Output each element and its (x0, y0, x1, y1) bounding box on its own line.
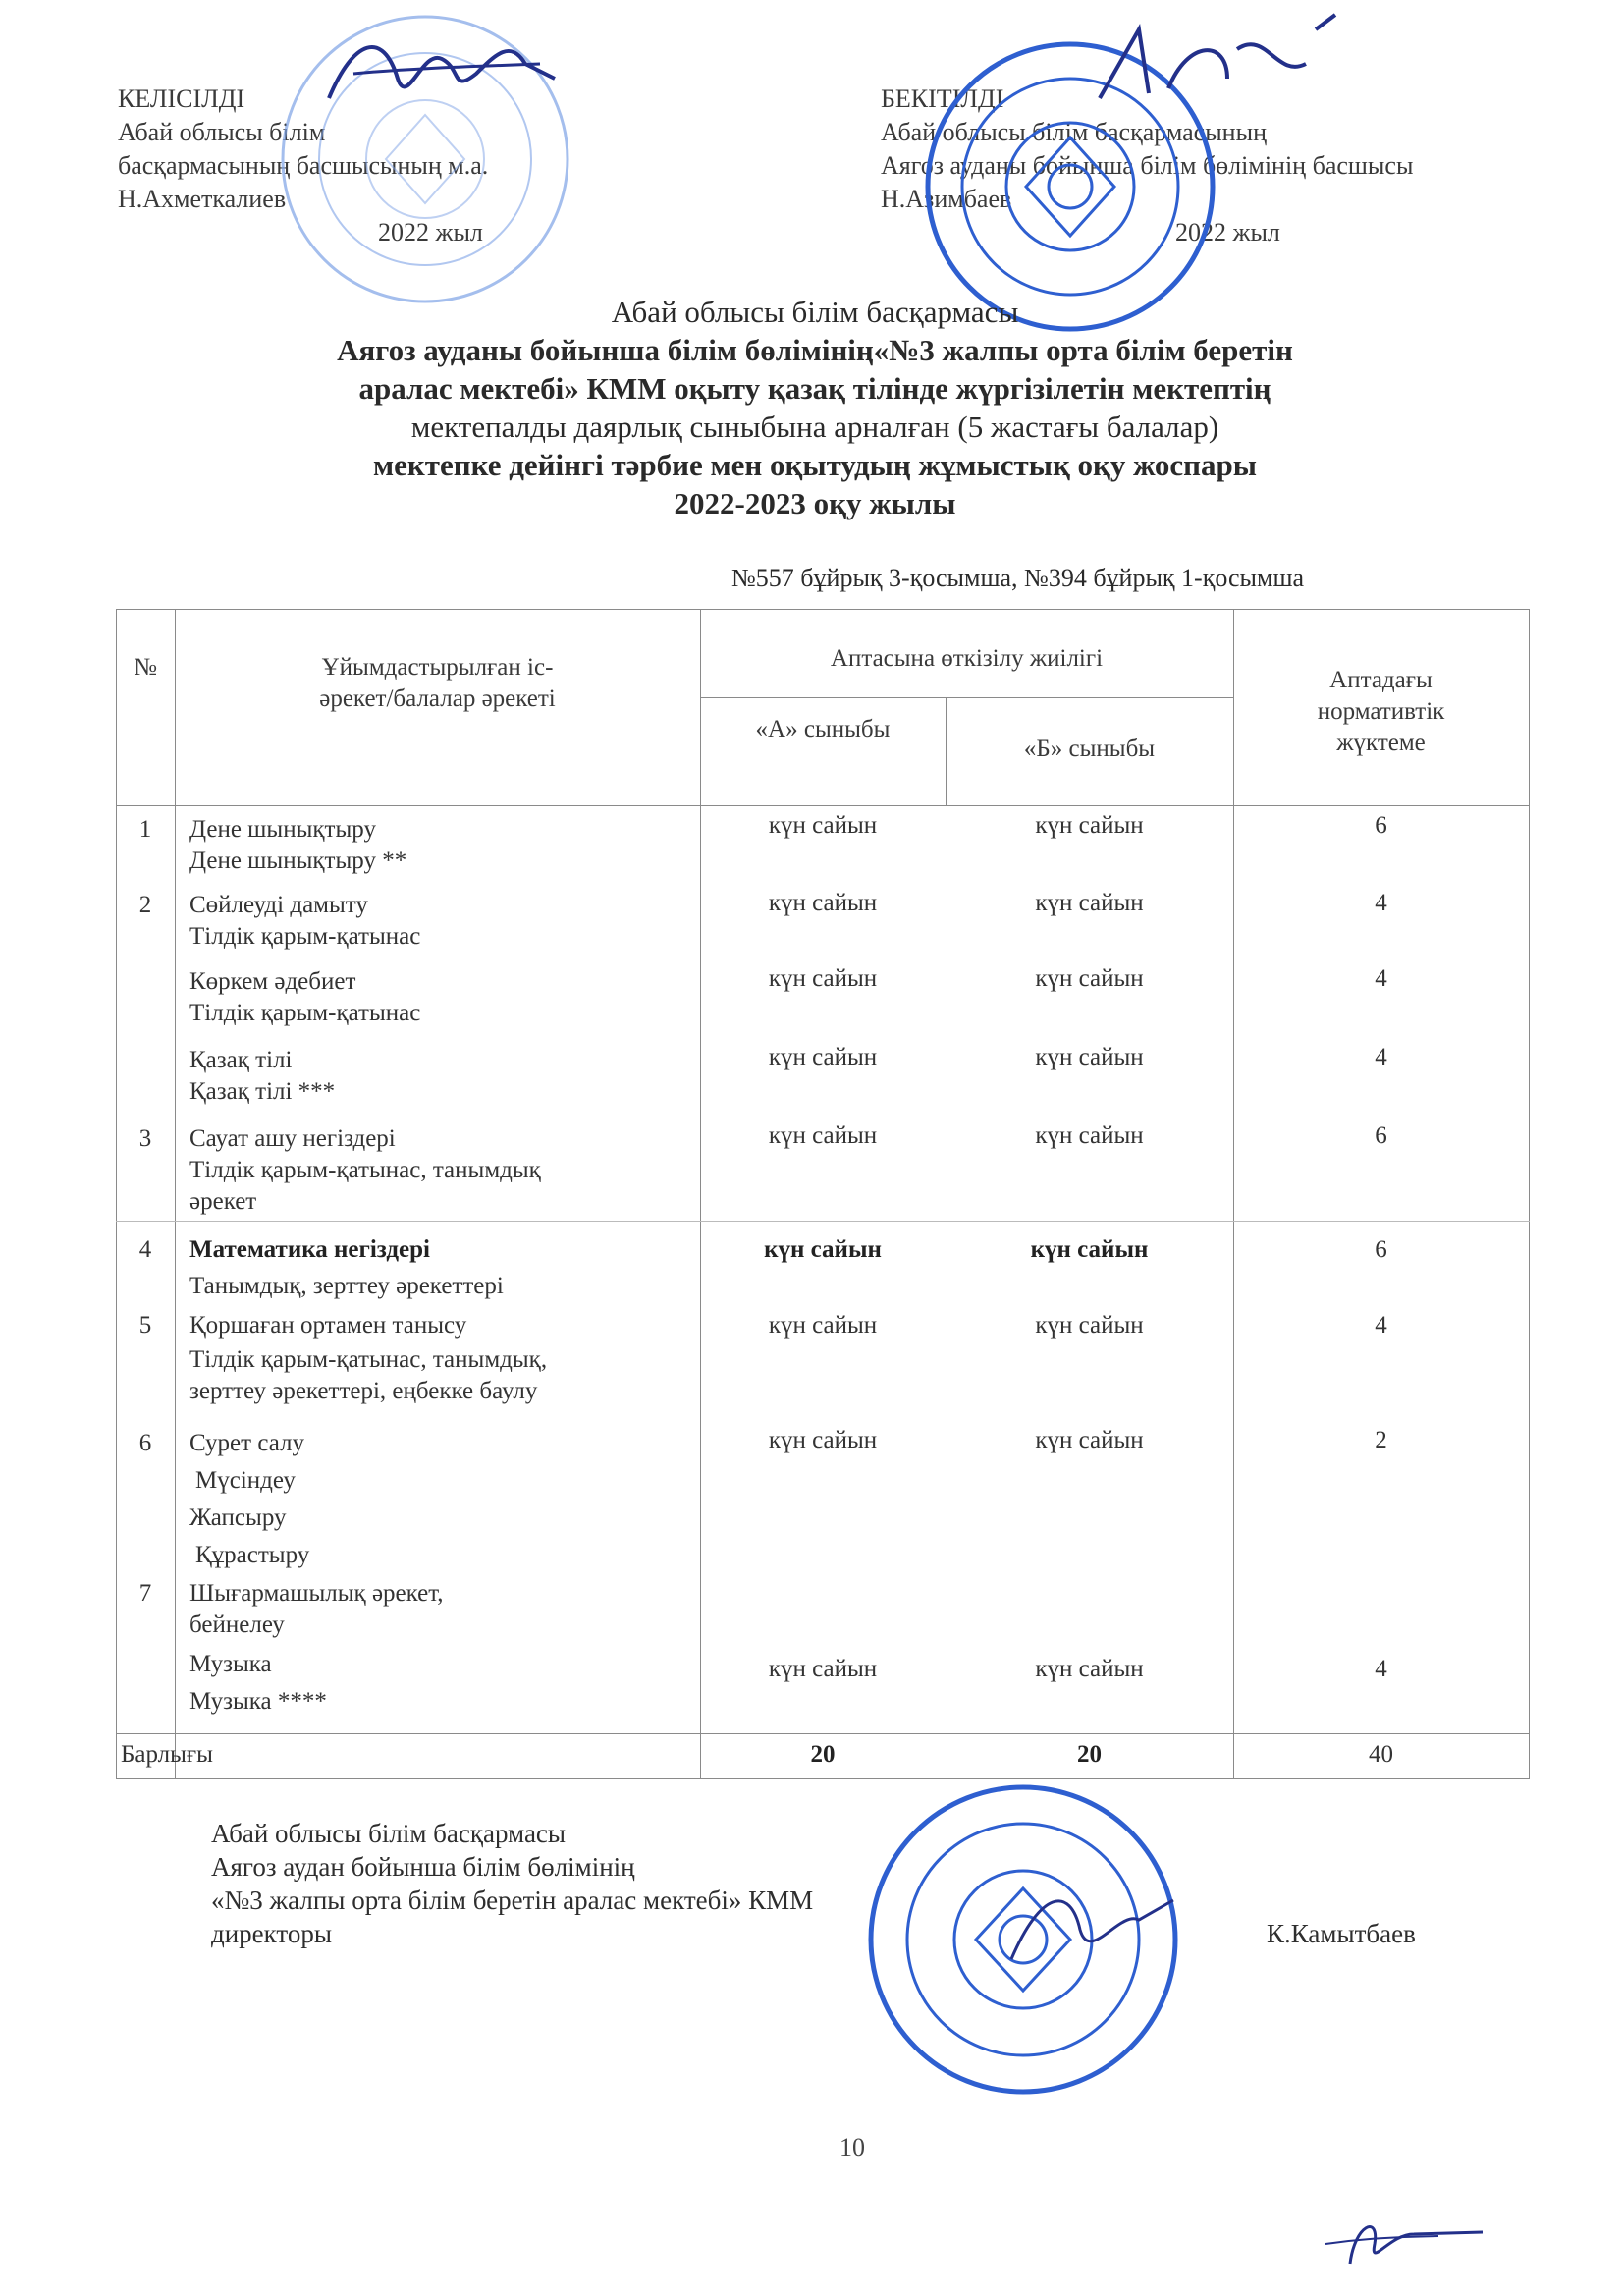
row-2-num: 2 (138, 892, 152, 918)
row-1-class-a: күн сайын (768, 812, 878, 839)
row-2c-name: Қазақ тілі (189, 1047, 293, 1073)
row-6-load: 2 (1375, 1427, 1387, 1453)
row-6-sub3: Құрастыру (195, 1542, 310, 1568)
table-divider-num (175, 609, 176, 1779)
agree-line-1: Абай облысы білім (118, 118, 326, 146)
order-note: №557 бұйрық 3-қосымша, №394 бұйрық 1-қосымша (731, 564, 1305, 592)
table-divider-load (1233, 609, 1234, 1779)
row-2b-sub: Тілдік қарым-қатынас (189, 1000, 421, 1026)
row-7-name: Шығармашылық әрекет, (189, 1580, 444, 1607)
approve-heading: БЕКІТІЛДІ (881, 84, 1004, 113)
footer-line-4: директоры (211, 1919, 333, 1948)
agree-date: 2022 жыл (378, 218, 483, 246)
row-6-sub2: Жапсыру (189, 1504, 287, 1531)
row-2b-load: 4 (1375, 965, 1387, 992)
row-2c-load: 4 (1375, 1044, 1387, 1070)
row-7-name-2: бейнелеу (189, 1612, 285, 1638)
footer-signature (992, 1871, 1188, 1979)
row-2b-class-a: күн сайын (768, 965, 878, 992)
row-3-class-b: күн сайын (1035, 1122, 1144, 1149)
row-3-num: 3 (138, 1125, 152, 1152)
row-2-class-b: күн сайын (1035, 890, 1144, 916)
total-label: Барлығы (121, 1741, 213, 1768)
row-2-sub: Тілдік қарым-қатынас (189, 923, 421, 950)
row-2-class-a: күн сайын (768, 890, 878, 916)
total-class-a: 20 (810, 1741, 836, 1768)
header-class-a: «А» сыныбы (755, 716, 891, 742)
row-1-name: Дене шынықтыру (189, 816, 376, 843)
footer-block (211, 1817, 813, 1950)
footer-line-2: Аягоз аудан бойынша білім бөлімінің (211, 1852, 635, 1882)
row-6-class-a: күн сайын (768, 1427, 878, 1453)
row-3-sub2: әрекет (189, 1188, 257, 1215)
row-5-load: 4 (1375, 1312, 1387, 1339)
row-1-num: 1 (138, 816, 152, 843)
agree-line-2: басқармасының басшысының м.а. (118, 151, 489, 180)
table-border-bottom (116, 1778, 1530, 1779)
header-activity-1: Ұйымдастырылған іс- (321, 654, 554, 681)
row-4-num: 4 (138, 1236, 152, 1263)
row-6-name: Сурет салу (189, 1430, 305, 1456)
row-2-load: 4 (1375, 890, 1387, 916)
total-class-b: 20 (1077, 1741, 1102, 1768)
row-2c-class-b: күн сайын (1035, 1044, 1144, 1070)
title-line-5: мектепке дейінгі тәрбие мен оқытудың жұмыстық оқу жоспары (373, 448, 1257, 482)
row-3-load: 6 (1375, 1122, 1387, 1149)
curriculum-table (116, 609, 1530, 1779)
row-7-sub2: Музыка **** (189, 1688, 327, 1715)
row-7-class-b: күн сайын (1035, 1656, 1144, 1682)
row-4-class-a: күн сайын (764, 1236, 882, 1263)
row-7-sub: Музыка (189, 1651, 272, 1677)
table-border-right (1529, 609, 1530, 1779)
row-4-divider (116, 1221, 1530, 1222)
title-line-1: Абай облысы білім басқармасы (611, 295, 1019, 329)
approve-date: 2022 жыл (1175, 218, 1280, 246)
row-6-num: 6 (138, 1430, 152, 1456)
initials-signature (1321, 2205, 1488, 2273)
approve-signature (1080, 10, 1355, 118)
footer-line-3: «№3 жалпы орта білім беретін аралас мектебі» КММ (211, 1886, 814, 1915)
title-line-3: аралас мектебі» КММ оқыту қазақ тілінде жүргізілетін мектептің (358, 371, 1271, 406)
title-line-2: Аягоз ауданы бойынша білім бөлімінің«№3 жалпы орта білім беретін (337, 333, 1293, 367)
table-total-top (116, 1733, 1530, 1734)
row-6-sub: Мүсіндеу (195, 1467, 296, 1494)
row-6-class-b: күн сайын (1035, 1427, 1144, 1453)
row-1-class-b: күн сайын (1035, 812, 1144, 839)
row-7-class-a: күн сайын (768, 1656, 878, 1682)
title-line-4: мектепалды даярлық сыныбына арналған (5 жастағы балалар) (410, 410, 1219, 444)
approve-line-1: Абай облысы білім басқармасының (881, 118, 1267, 146)
row-2b-class-b: күн сайын (1035, 965, 1144, 992)
row-2c-sub: Қазақ тілі *** (189, 1078, 336, 1105)
header-load-3: жүктеме (1336, 730, 1426, 756)
row-3-sub: Тілдік қарым-қатынас, танымдық (189, 1157, 541, 1183)
row-5-sub2: зерттеу әрекеттері, еңбекке баулу (189, 1378, 538, 1404)
row-4-class-b: күн сайын (1030, 1236, 1149, 1263)
header-frequency: Аптасына өткізілу жиілігі (830, 645, 1104, 672)
row-5-num: 5 (138, 1312, 152, 1339)
header-load-2: нормативтік (1317, 698, 1445, 725)
row-7-load: 4 (1375, 1656, 1387, 1682)
row-1-load: 6 (1375, 812, 1387, 839)
row-5-class-a: күн сайын (768, 1312, 878, 1339)
row-1-sub: Дене шынықтыру ** (189, 847, 407, 874)
header-activity-2: әрекет/балалар әрекеті (319, 685, 556, 712)
row-5-sub: Тілдік қарым-қатынас, танымдық, (189, 1346, 548, 1373)
page-number: 10 (839, 2133, 865, 2161)
row-3-class-a: күн сайын (768, 1122, 878, 1149)
agree-signature (314, 20, 569, 118)
row-3-name: Сауат ашу негіздері (189, 1125, 396, 1152)
row-7-num: 7 (138, 1580, 152, 1607)
row-4-load: 6 (1375, 1236, 1387, 1263)
table-border-top (116, 609, 1530, 610)
row-4-name: Математика негіздері (189, 1236, 430, 1263)
title-line-6: 2022-2023 оқу жылы (674, 486, 956, 520)
agree-heading: КЕЛІСІЛДІ (118, 84, 245, 113)
total-load: 40 (1369, 1741, 1393, 1768)
row-4-sub: Танымдық, зерттеу әрекеттері (189, 1273, 504, 1299)
row-5-name: Қоршаған ортамен танысу (189, 1312, 467, 1339)
header-load-1: Аптадағы (1329, 667, 1433, 693)
row-2b-name: Көркем әдебиет (189, 968, 356, 995)
table-header-bottom (116, 805, 1530, 806)
header-class-b: «Б» сыныбы (1023, 736, 1156, 762)
row-2-name: Сөйлеуді дамыту (189, 892, 368, 918)
row-2c-class-a: күн сайын (768, 1044, 878, 1070)
agree-line-3: Н.Ахметкалиев (118, 185, 287, 213)
document-title (157, 293, 1473, 522)
approve-line-2: Аягоз ауданы бойынша білім бөлімінің басшысы (881, 151, 1414, 180)
table-divider-frequency (700, 697, 1233, 698)
header-num: № (134, 654, 157, 681)
approve-line-3: Н.Азимбаев (881, 185, 1012, 213)
footer-line-1: Абай облысы білім басқармасы (211, 1819, 567, 1848)
footer-signer: К.Камытбаев (1267, 1919, 1416, 1948)
row-5-class-b: күн сайын (1035, 1312, 1144, 1339)
